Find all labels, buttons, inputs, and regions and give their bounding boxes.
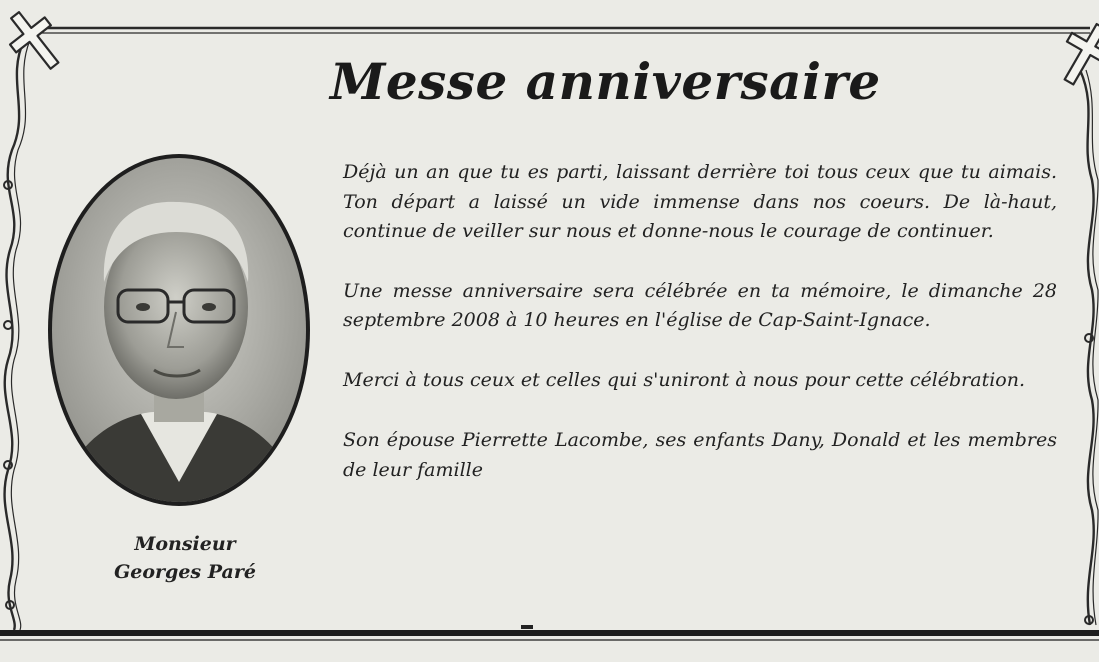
bottom-center-mark [521, 625, 533, 629]
caption-title: Monsieur [134, 533, 236, 555]
paragraph-mass-details: Une messe anniversaire sera célébrée en ta mémoire, le dimanche 28 septembre 2008 à 10 heures en l'église de Cap-Saint-Ignace. [343, 279, 1057, 331]
page-title: Messe anniversaire [330, 52, 881, 111]
right-ribbon [1080, 70, 1094, 625]
paragraph-thanks: Merci à tous ceux et celles qui s'uniront à nous pour cette célébration. [343, 368, 1026, 391]
paragraph-family: Son épouse Pierrette Lacombe, ses enfants Dany, Donald et les membres de leur famille [343, 429, 1057, 481]
paragraph-tribute: Déjà un an que tu es parti, laissant derrière toi tous ceux que tu aimais. Ton départ a laissé un vide immense dans nos coeurs. De là-haut, continue de veiller sur nous et donne-nous le courage de continuer. [343, 161, 1057, 242]
portrait-photo [46, 152, 312, 508]
caption-name: Georges Paré [114, 561, 256, 583]
bottom-border-bar [0, 630, 1099, 636]
message-body [343, 158, 1057, 485]
portrait-caption [60, 530, 310, 586]
left-ribbon-knot [4, 321, 12, 329]
cross-icon [0, 2, 72, 80]
left-ribbon [5, 40, 24, 630]
left-ribbon-inner [11, 40, 30, 630]
